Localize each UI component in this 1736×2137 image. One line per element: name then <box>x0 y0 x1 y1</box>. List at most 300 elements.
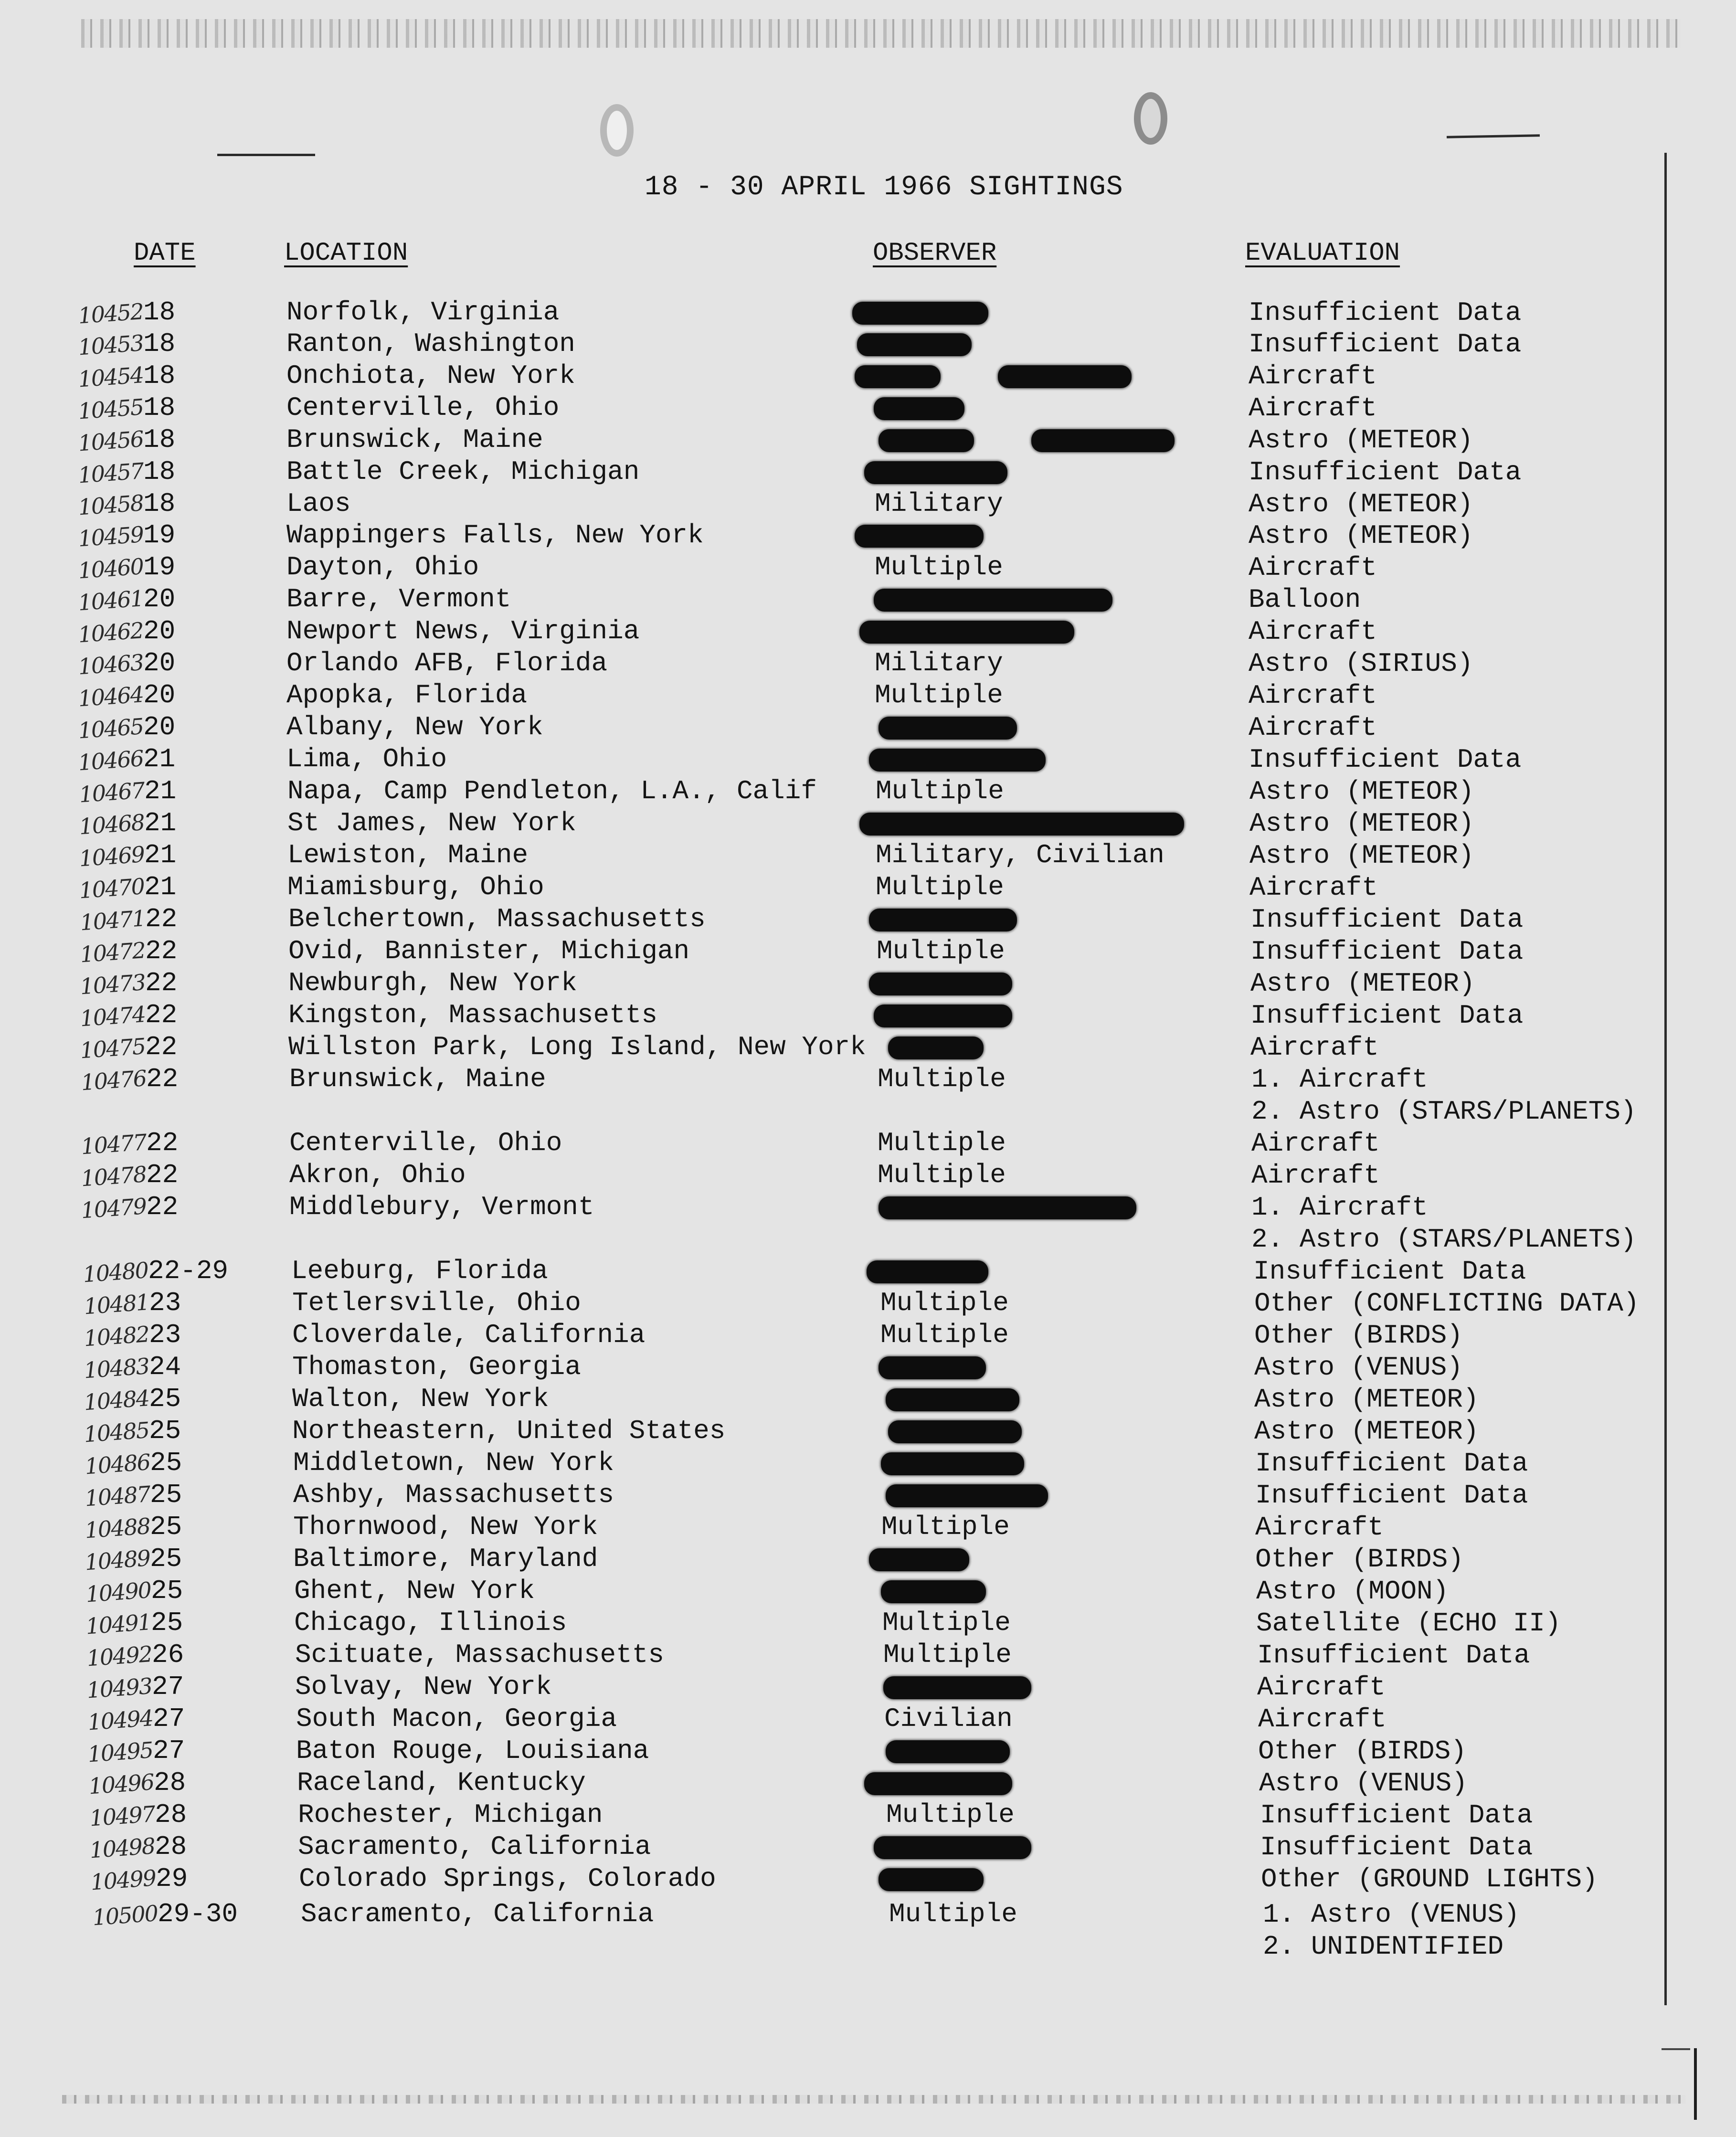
row-location: Albany, New York <box>286 712 543 742</box>
row-location: Napa, Camp Pendleton, L.A., Calif <box>287 776 817 806</box>
handwritten-case-number: 10487 <box>84 1481 151 1512</box>
table-row <box>6 1288 1736 1320</box>
handwritten-case-number: 10497 <box>88 1801 156 1831</box>
row-location: Ghent, New York <box>294 1576 535 1606</box>
row-location: Thomaston, Georgia <box>292 1352 581 1382</box>
row-date: 21 <box>144 776 177 806</box>
row-location: Onchiota, New York <box>286 360 575 391</box>
row-date: 18 <box>143 488 176 519</box>
row-evaluation: Insufficient Data <box>1260 1800 1533 1830</box>
row-observer: Multiple <box>882 1608 1011 1638</box>
row-location: Belchertown, Massachusetts <box>288 904 706 934</box>
handwritten-case-number: 10491 <box>85 1609 152 1640</box>
redaction-mark <box>886 1484 1048 1507</box>
handwritten-case-number: 10493 <box>85 1673 153 1703</box>
row-date: 20 <box>143 616 176 646</box>
handwritten-case-number: 10458 <box>77 490 144 520</box>
redaction-mark <box>998 365 1132 388</box>
handwritten-case-number: 10465 <box>77 713 144 744</box>
table-row <box>0 616 1736 648</box>
row-observer: Civilian <box>884 1703 1013 1734</box>
scan-top-edge <box>81 19 1681 48</box>
row-location: Northeastern, United States <box>292 1416 726 1446</box>
redaction-mark <box>855 525 984 548</box>
row-evaluation: Satellite (ECHO II) <box>1256 1608 1561 1639</box>
redaction-mark <box>881 1452 1024 1475</box>
row-evaluation: Balloon <box>1249 584 1361 615</box>
table-row <box>3 1160 1736 1192</box>
row-location: Centerville, Ohio <box>289 1128 562 1158</box>
handwritten-case-number: 10499 <box>89 1865 157 1895</box>
scan-bottom-edge <box>62 2095 1685 2104</box>
row-date: 25 <box>150 1448 182 1478</box>
table-row <box>6 1352 1736 1384</box>
row-date: 20 <box>143 584 176 614</box>
row-observer: Multiple <box>876 872 1004 902</box>
row-evaluation: Other (GROUND LIGHTS) <box>1261 1864 1598 1894</box>
handwritten-case-number: 10470 <box>78 873 145 904</box>
handwritten-case-number: 10494 <box>86 1705 154 1735</box>
handwritten-case-number: 10490 <box>85 1577 152 1608</box>
handwritten-case-number: 10457 <box>77 458 144 488</box>
row-date: 25 <box>150 1512 182 1542</box>
row-location: Orlando AFB, Florida <box>286 648 608 678</box>
row-date: 21 <box>144 808 177 838</box>
row-observer: Multiple <box>878 1128 1006 1158</box>
row-evaluation: Aircraft <box>1251 1160 1380 1191</box>
row-location: Ashby, Massachusetts <box>293 1480 614 1510</box>
table-row <box>0 552 1736 584</box>
header-evaluation: EVALUATION <box>1245 239 1400 268</box>
row-evaluation: Other (BIRDS) <box>1258 1736 1467 1767</box>
redaction-mark <box>879 1196 1136 1219</box>
row-evaluation: Astro (METEOR) <box>1249 840 1474 871</box>
row-location: Lima, Ohio <box>286 744 447 774</box>
row-date: 22 <box>145 1000 178 1030</box>
row-evaluation: Astro (METEOR) <box>1249 489 1473 519</box>
row-date: 29-30 <box>158 1899 238 1929</box>
handwritten-case-number: 10485 <box>83 1417 150 1448</box>
handwritten-case-number: 10467 <box>78 777 145 808</box>
redaction-mark <box>869 749 1046 772</box>
table-row <box>6 1320 1736 1352</box>
row-evaluation: Astro (METEOR) <box>1249 520 1473 551</box>
row-evaluation: Insufficient Data <box>1253 1256 1526 1287</box>
redaction-mark <box>864 461 1007 484</box>
redaction-mark <box>888 1420 1022 1443</box>
row-location: Cloverdale, California <box>292 1320 646 1350</box>
handwritten-case-number: 10464 <box>77 681 144 712</box>
table-row <box>5 1256 1736 1288</box>
row-observer: Military, Civilian <box>876 840 1164 870</box>
table-row <box>1 776 1736 808</box>
row-evaluation: Astro (METEOR) <box>1249 808 1474 839</box>
row-location: Centerville, Ohio <box>286 392 560 423</box>
handwritten-case-number: 10460 <box>77 553 144 584</box>
row-evaluation: Aircraft <box>1250 1032 1379 1063</box>
row-date: 27 <box>153 1703 185 1734</box>
row-location: Ovid, Bannister, Michigan <box>288 936 690 966</box>
redaction-mark <box>869 909 1017 931</box>
table-row <box>0 680 1736 712</box>
row-evaluation: 1. Astro (VENUS) 2. UNIDENTIFIED <box>1263 1899 1520 1962</box>
row-location: Tetlersville, Ohio <box>292 1288 581 1318</box>
table-row <box>3 1064 1736 1127</box>
table-row <box>7 1512 1736 1544</box>
redaction-mark <box>857 333 972 356</box>
row-location: Sacramento, California <box>301 1899 654 1929</box>
redaction-mark <box>888 1037 984 1059</box>
row-location: Leeburg, Florida <box>291 1256 548 1286</box>
row-date: 18 <box>143 360 176 391</box>
row-evaluation: Insufficient Data <box>1255 1448 1528 1479</box>
handwritten-case-number: 10488 <box>84 1513 151 1544</box>
redaction-mark <box>859 813 1184 836</box>
redaction-mark <box>879 1356 986 1379</box>
row-date: 25 <box>151 1576 183 1606</box>
row-location: Willston Park, Long Island, New York <box>288 1032 866 1062</box>
row-observer: Multiple <box>881 1512 1010 1542</box>
redaction-mark <box>1031 429 1175 452</box>
row-date: 22 <box>145 968 178 998</box>
row-evaluation: Other (BIRDS) <box>1255 1544 1464 1575</box>
row-location: Norfolk, Virginia <box>286 297 560 328</box>
row-evaluation: Aircraft <box>1249 872 1378 903</box>
handwritten-case-number: 10480 <box>82 1257 149 1288</box>
row-location: Laos <box>286 488 351 519</box>
row-date: 22 <box>146 1160 179 1190</box>
page-edge-corner <box>1662 2048 1690 2050</box>
handwritten-case-number: 10498 <box>88 1833 156 1863</box>
redaction-mark <box>881 1580 986 1603</box>
pen-mark-right <box>1447 134 1540 138</box>
row-date: 21 <box>144 872 177 902</box>
redaction-mark <box>855 365 941 388</box>
row-evaluation: Astro (METEOR) <box>1250 968 1475 999</box>
redaction-mark <box>867 1260 988 1283</box>
redaction-mark <box>864 1772 1012 1795</box>
row-location: Baltimore, Maryland <box>293 1544 598 1574</box>
redaction-mark <box>874 1005 1012 1027</box>
row-location: Akron, Ohio <box>289 1160 466 1190</box>
table-row <box>0 584 1736 616</box>
row-date: 28 <box>154 1767 186 1798</box>
row-evaluation: Other (CONFLICTING DATA) <box>1254 1288 1640 1319</box>
row-date: 18 <box>143 424 176 455</box>
handwritten-case-number: 10454 <box>77 362 144 392</box>
row-evaluation: Insufficient Data <box>1249 457 1522 487</box>
page-title: 18 - 30 APRIL 1966 SIGHTINGS <box>645 172 1123 203</box>
row-observer: Multiple <box>875 552 1003 582</box>
row-date: 25 <box>149 1416 181 1446</box>
table-row <box>7 1448 1736 1480</box>
row-evaluation: Astro (VENUS) <box>1259 1768 1468 1798</box>
row-observer: Multiple <box>876 776 1004 806</box>
row-location: Wappingers Falls, New York <box>286 520 704 550</box>
table-row <box>0 297 1736 329</box>
row-location: Battle Creek, Michigan <box>286 456 640 487</box>
row-date: 25 <box>149 1384 181 1414</box>
row-location: Baton Rouge, Louisiana <box>296 1735 649 1766</box>
row-date: 25 <box>150 1544 182 1574</box>
row-date: 20 <box>143 648 176 678</box>
row-evaluation: Insufficient Data <box>1257 1640 1530 1671</box>
row-location: Dayton, Ohio <box>286 552 479 582</box>
table-row <box>0 744 1736 776</box>
row-observer: Military <box>875 488 1003 519</box>
row-evaluation: Astro (METEOR) <box>1254 1416 1479 1447</box>
row-evaluation: Astro (VENUS) <box>1254 1352 1463 1383</box>
row-evaluation: Insufficient Data <box>1250 904 1524 935</box>
handwritten-case-number: 10478 <box>80 1161 147 1192</box>
handwritten-case-number: 10475 <box>79 1033 146 1064</box>
header-location: LOCATION <box>284 239 408 268</box>
row-location: St James, New York <box>287 808 576 838</box>
handwritten-case-number: 10484 <box>83 1385 150 1416</box>
row-location: Thornwood, New York <box>293 1512 598 1542</box>
row-location: Sacramento, California <box>298 1831 651 1862</box>
row-observer: Multiple <box>880 1288 1009 1318</box>
handwritten-case-number: 10492 <box>85 1641 153 1672</box>
handwritten-case-number: 10495 <box>86 1737 154 1767</box>
table-row <box>10 1703 1736 1735</box>
header-date: DATE <box>134 239 196 268</box>
row-evaluation: Aircraft <box>1249 361 1377 391</box>
row-date: 20 <box>143 680 176 710</box>
row-evaluation: Astro (METEOR) <box>1254 1384 1479 1415</box>
row-evaluation: Insufficient Data <box>1255 1480 1528 1511</box>
row-location: Chicago, Illinois <box>294 1608 567 1638</box>
handwritten-case-number: 10500 <box>91 1900 159 1931</box>
row-evaluation: Insufficient Data <box>1250 936 1524 967</box>
row-date: 21 <box>144 840 177 870</box>
table-row <box>2 936 1736 968</box>
row-date: 28 <box>155 1831 187 1862</box>
redaction-mark <box>869 1548 969 1571</box>
handwritten-case-number: 10471 <box>79 905 146 936</box>
row-evaluation: Aircraft <box>1258 1704 1387 1735</box>
table-row <box>11 1799 1736 1831</box>
handwritten-case-number: 10459 <box>77 521 144 552</box>
table-row <box>0 648 1736 680</box>
row-date: 28 <box>155 1799 187 1830</box>
row-observer: Multiple <box>878 1160 1006 1190</box>
handwritten-case-number: 10486 <box>84 1449 151 1480</box>
row-location: Barre, Vermont <box>286 584 511 614</box>
row-location: Scituate, Massachusetts <box>295 1640 664 1670</box>
table-row <box>0 360 1736 392</box>
row-date: 18 <box>143 297 176 328</box>
row-location: Rochester, Michigan <box>298 1799 603 1830</box>
row-date: 19 <box>143 552 176 582</box>
row-date: 27 <box>153 1735 185 1766</box>
table-row <box>14 1899 1736 1962</box>
row-date: 23 <box>149 1288 181 1318</box>
row-date: 25 <box>150 1480 182 1510</box>
handwritten-case-number: 10463 <box>77 649 144 680</box>
handwritten-case-number: 10474 <box>79 1001 146 1032</box>
row-location: Miamisburg, Ohio <box>287 872 544 902</box>
handwritten-case-number: 10477 <box>80 1129 147 1160</box>
row-evaluation: 1. Aircraft 2. Astro (STARS/PLANETS) <box>1251 1064 1637 1127</box>
redaction-mark <box>874 1836 1031 1859</box>
punch-hole-right <box>1134 92 1167 145</box>
redaction-mark <box>879 1868 984 1891</box>
header-observer: OBSERVER <box>873 239 997 268</box>
handwritten-case-number: 10479 <box>80 1193 147 1224</box>
table-row <box>11 1767 1736 1799</box>
row-location: Newburgh, New York <box>288 968 577 998</box>
row-evaluation: Aircraft <box>1249 552 1377 583</box>
redaction-mark <box>874 589 1112 612</box>
table-row <box>6 1384 1736 1416</box>
row-date: 18 <box>143 392 176 423</box>
row-evaluation: Aircraft <box>1255 1512 1384 1543</box>
row-observer: Multiple <box>875 680 1003 710</box>
row-evaluation: Aircraft <box>1249 616 1377 647</box>
row-location: Middlebury, Vermont <box>289 1192 594 1222</box>
row-evaluation: Aircraft <box>1249 393 1377 423</box>
table-row <box>6 1416 1736 1448</box>
table-row <box>0 392 1736 424</box>
row-location: Kingston, Massachusetts <box>288 1000 657 1030</box>
row-evaluation: Aircraft <box>1249 680 1377 711</box>
row-date: 22 <box>145 904 178 934</box>
table-row <box>9 1672 1736 1703</box>
table-row <box>10 1735 1736 1767</box>
row-date: 22 <box>145 936 178 966</box>
redaction-mark <box>886 1388 1019 1411</box>
handwritten-case-number: 10472 <box>79 937 146 968</box>
handwritten-case-number: 10453 <box>77 330 144 360</box>
row-evaluation: Astro (SIRIUS) <box>1249 648 1473 679</box>
row-date: 29 <box>156 1863 188 1894</box>
redaction-mark <box>879 429 974 452</box>
row-location: Raceland, Kentucky <box>297 1767 586 1798</box>
row-date: 27 <box>152 1672 184 1702</box>
row-location: Brunswick, Maine <box>286 424 543 455</box>
row-evaluation: Other (BIRDS) <box>1254 1320 1463 1351</box>
row-observer: Multiple <box>883 1640 1012 1670</box>
row-evaluation: Insufficient Data <box>1249 744 1522 775</box>
row-date: 22 <box>146 1192 179 1222</box>
row-date: 18 <box>143 328 176 359</box>
row-location: Colorado Springs, Colorado <box>299 1863 716 1894</box>
redaction-mark <box>869 973 1012 995</box>
row-date: 22-29 <box>148 1256 229 1286</box>
row-evaluation: Insufficient Data <box>1249 329 1522 360</box>
handwritten-case-number: 10489 <box>84 1545 151 1576</box>
table-row <box>11 1831 1736 1863</box>
table-row <box>3 1192 1736 1255</box>
handwritten-case-number: 10496 <box>87 1769 155 1799</box>
row-evaluation: Insufficient Data <box>1249 297 1522 328</box>
table-row <box>0 488 1736 520</box>
page-edge-line-lower <box>1694 2048 1697 2120</box>
row-evaluation: 1. Aircraft 2. Astro (STARS/PLANETS) <box>1251 1192 1637 1255</box>
row-evaluation: Insufficient Data <box>1260 1832 1533 1862</box>
row-date: 22 <box>146 1128 179 1158</box>
row-evaluation: Insufficient Data <box>1250 1000 1524 1031</box>
row-date: 24 <box>149 1352 181 1382</box>
row-location: Walton, New York <box>292 1384 549 1414</box>
redaction-mark <box>879 717 1017 740</box>
row-date: 25 <box>151 1608 183 1638</box>
handwritten-case-number: 10462 <box>77 617 144 648</box>
table-row <box>1 808 1736 840</box>
handwritten-case-number: 10473 <box>79 969 146 1000</box>
row-location: South Macon, Georgia <box>296 1703 617 1734</box>
row-location: Ranton, Washington <box>286 328 575 359</box>
redaction-mark <box>886 1740 1010 1763</box>
row-date: 20 <box>143 712 176 742</box>
table-row <box>0 328 1736 360</box>
row-observer: Multiple <box>878 1064 1006 1094</box>
row-date: 21 <box>143 744 176 774</box>
row-evaluation: Aircraft <box>1251 1128 1380 1159</box>
table-row <box>2 968 1736 1000</box>
table-row <box>3 1128 1736 1160</box>
table-row <box>8 1608 1736 1640</box>
handwritten-case-number: 10482 <box>83 1321 150 1352</box>
redaction-mark <box>852 302 988 325</box>
row-location: Solvay, New York <box>295 1672 552 1702</box>
punch-hole-left <box>600 104 634 157</box>
row-date: 19 <box>143 520 176 550</box>
table-row <box>9 1640 1736 1672</box>
row-location: Newport News, Virginia <box>286 616 640 646</box>
table-row <box>2 1000 1736 1032</box>
row-evaluation: Aircraft <box>1249 712 1377 743</box>
table-row <box>0 456 1736 488</box>
row-date: 22 <box>145 1032 178 1062</box>
handwritten-case-number: 10476 <box>80 1065 147 1096</box>
table-row <box>0 520 1736 552</box>
redaction-mark <box>859 621 1074 644</box>
row-evaluation: Astro (METEOR) <box>1249 425 1473 455</box>
row-evaluation: Aircraft <box>1257 1672 1386 1703</box>
table-row <box>12 1863 1736 1895</box>
row-location: Middletown, New York <box>293 1448 614 1478</box>
row-date: 23 <box>149 1320 181 1350</box>
handwritten-case-number: 10481 <box>83 1289 150 1320</box>
row-observer: Multiple <box>889 1899 1017 1929</box>
table-row <box>2 1032 1736 1064</box>
table-row <box>2 904 1736 936</box>
row-evaluation: Astro (METEOR) <box>1249 776 1474 807</box>
handwritten-case-number: 10456 <box>77 426 144 456</box>
row-location: Brunswick, Maine <box>289 1064 546 1094</box>
table-row <box>7 1480 1736 1512</box>
row-date: 18 <box>143 456 176 487</box>
row-observer: Multiple <box>877 936 1005 966</box>
handwritten-case-number: 10468 <box>78 809 145 840</box>
table-row <box>0 712 1736 744</box>
table-row <box>7 1544 1736 1576</box>
handwritten-case-number: 10461 <box>77 585 144 616</box>
redaction-mark <box>883 1676 1031 1699</box>
table-row <box>1 840 1736 872</box>
handwritten-case-number: 10469 <box>78 841 145 872</box>
row-date: 26 <box>152 1640 184 1670</box>
row-location: Apopka, Florida <box>286 680 528 710</box>
handwritten-case-number: 10466 <box>77 745 144 776</box>
row-observer: Multiple <box>886 1799 1015 1830</box>
pen-mark-left <box>217 154 315 156</box>
row-observer: Military <box>875 648 1003 678</box>
table-row <box>8 1576 1736 1608</box>
row-evaluation: Astro (MOON) <box>1256 1576 1449 1607</box>
